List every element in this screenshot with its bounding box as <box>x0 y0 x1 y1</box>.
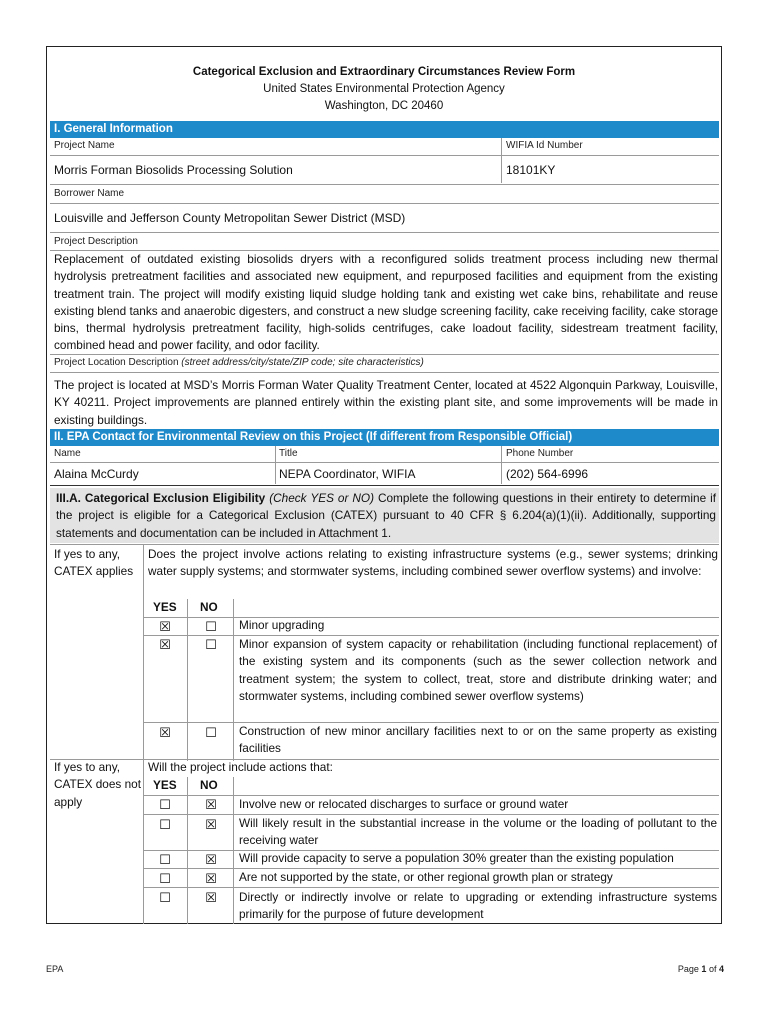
divider <box>501 446 502 484</box>
divider <box>50 232 719 233</box>
project-location-field[interactable]: The project is located at MSD’s Morris Forman Water Quality Treatment Center, located at 4522 Algonquin Parkway, Louisville, KY 40211. Project improvements are planned entirely within the existing plant site, and some improvements will be made in existing buildings. <box>54 378 718 427</box>
borrower-name-field[interactable]: Louisville and Jefferson County Metropolitan Sewer District (MSD) <box>54 211 406 225</box>
divider <box>501 138 502 183</box>
divider <box>50 203 719 204</box>
contact-title-field[interactable]: NEPA Coordinator, WIFIA <box>279 467 416 481</box>
g2-item1-no-checkbox[interactable]: ☒ <box>205 797 217 812</box>
group1-intro: Does the project involve actions relating to existing infrastructure systems (e.g., sewer systems; drinking water supply systems; and stormwater systems, including combined sewer overflow systems) and involve: <box>148 547 718 579</box>
page-prefix: Page <box>677 964 699 974</box>
agency-location: Washington, DC 20460 <box>324 100 444 112</box>
g2-item4-text: Are not supported by the state, or other regional growth plan or strategy <box>239 870 613 884</box>
g1-item3-yes-checkbox[interactable]: ☒ <box>159 725 171 740</box>
catex-heading: III.A. Categorical Exclusion Eligibility <box>56 491 266 505</box>
yes-column-header: YES <box>153 600 177 614</box>
g2-item5-text: Directly or indirectly involve or relate to upgrading or extending infrastructure systems primarily for the purpose of future development <box>239 890 717 922</box>
page-number <box>678 964 724 974</box>
g1-item2-no-checkbox[interactable]: ☐ <box>205 637 217 652</box>
divider <box>275 446 276 484</box>
contact-phone-label: Phone Number <box>506 448 574 459</box>
form-page <box>46 46 722 924</box>
divider <box>50 184 719 185</box>
divider <box>50 462 719 463</box>
group2-side-label: If yes to any, CATEX does not apply <box>54 760 141 809</box>
form-header <box>47 64 721 115</box>
no-column-header: NO <box>200 778 218 792</box>
g2-item4-no-checkbox[interactable]: ☒ <box>205 871 217 886</box>
project-location-label-text: Project Location Description <box>54 357 179 368</box>
catex-heading-note: (Check YES or NO) <box>269 491 374 505</box>
agency-name: United States Environmental Protection Agency <box>263 83 505 95</box>
project-description-label: Project Description <box>54 236 138 247</box>
g2-item3-no-checkbox[interactable]: ☒ <box>205 852 217 867</box>
section-general-information-header: I. General Information <box>50 121 719 138</box>
g2-item4-yes-checkbox[interactable]: ☐ <box>159 871 171 886</box>
g2-item2-no-checkbox[interactable]: ☒ <box>205 817 217 832</box>
current-page: 1 <box>701 964 707 974</box>
g2-item1-text: Involve new or relocated discharges to surface or ground water <box>239 797 569 811</box>
g2-item1-yes-checkbox[interactable]: ☐ <box>159 797 171 812</box>
divider <box>50 155 719 156</box>
total-pages: 4 <box>718 964 724 974</box>
contact-phone-field[interactable]: (202) 564-6996 <box>506 467 589 481</box>
catex-heading-text: Complete the following questions in their entirety to determine if the project is eligible for a Categorical Exclusion (CATEX) pursuant to 40 CFR § 6.204(a)(1)(ii). Additionally, supporting statements and documentation can be included in Attachment 1. <box>56 491 716 540</box>
divider <box>50 354 719 355</box>
divider <box>143 544 144 924</box>
borrower-name-label: Borrower Name <box>54 188 125 199</box>
g1-item1-yes-checkbox[interactable]: ☒ <box>159 619 171 634</box>
g2-item3-text: Will provide capacity to serve a population 30% greater than the existing population <box>239 851 674 865</box>
g2-item3-yes-checkbox[interactable]: ☐ <box>159 852 171 867</box>
form-title: Categorical Exclusion and Extraordinary Circumstances Review Form <box>192 66 576 78</box>
page-of: of <box>708 964 717 974</box>
contact-name-label: Name <box>54 448 81 459</box>
g2-item2-text: Will likely result in the substantial increase in the volume or the loading of pollutant to the receiving water <box>239 816 717 848</box>
divider <box>50 485 719 486</box>
project-name-field[interactable]: Morris Forman Biosolids Processing Solution <box>54 163 293 177</box>
divider <box>233 599 234 761</box>
contact-title-label: Title <box>279 448 298 459</box>
g1-item2-yes-checkbox[interactable]: ☒ <box>159 637 171 652</box>
g1-item1-no-checkbox[interactable]: ☐ <box>205 619 217 634</box>
divider <box>187 599 188 761</box>
g2-item2-yes-checkbox[interactable]: ☐ <box>159 817 171 832</box>
project-location-label <box>54 356 424 370</box>
footer-agency: EPA <box>46 964 64 974</box>
yes-column-header: YES <box>153 778 177 792</box>
g2-item5-no-checkbox[interactable]: ☒ <box>205 890 217 905</box>
catex-eligibility-instructions <box>56 490 716 542</box>
divider <box>144 887 719 888</box>
divider <box>50 372 719 373</box>
group2-intro: Will the project include actions that: <box>148 760 333 774</box>
g1-item2-text: Minor expansion of system capacity or rehabilitation (including functional replacement) of the existing system and its components (such as the sewer collection network and treatment system; the system to collect, treat, store and distribute drinking water; and stormwater systems, including combined sewer overflow systems) <box>239 637 717 703</box>
contact-name-field[interactable]: Alaina McCurdy <box>54 467 139 481</box>
project-description-field[interactable]: Replacement of outdated existing biosolids dryers with a reconfigured solids treatment process including new thermal hydrolysis pretreatment facilities and associated new equipment, and repurposed facilities and equipment from the existing treatment train. The project will modify existing liquid sludge holding tank and existing wet cake bins, rehabilitate and reuse existing blend tanks and anaerobic digesters, and construct a new sludge screening facility, cake receiving facility, cake storage bins, thermal hydrolysis pretreatment facility, high-solids centrifuges, cake loadout facility, sidestream treatment facility, combined head and power facility, and odor facility. <box>54 252 718 353</box>
g1-item1-text: Minor upgrading <box>239 618 325 632</box>
g1-item3-text: Construction of new minor ancillary facilities next to or on the same property as existing facilities <box>239 724 717 756</box>
no-column-header: NO <box>200 600 218 614</box>
divider <box>50 544 719 545</box>
wifia-id-field[interactable]: 18101KY <box>506 163 556 177</box>
wifia-id-label: WIFIA Id Number <box>506 140 583 151</box>
group1-side-label: If yes to any, CATEX applies <box>54 547 134 579</box>
g1-item3-no-checkbox[interactable]: ☐ <box>205 725 217 740</box>
project-name-label: Project Name <box>54 140 115 151</box>
section-epa-contact-header: II. EPA Contact for Environmental Review on this Project (If different from Responsible Official) <box>50 429 719 446</box>
g2-item5-yes-checkbox[interactable]: ☐ <box>159 890 171 905</box>
project-location-label-note: (street address/city/state/ZIP code; site characteristics) <box>181 357 424 368</box>
